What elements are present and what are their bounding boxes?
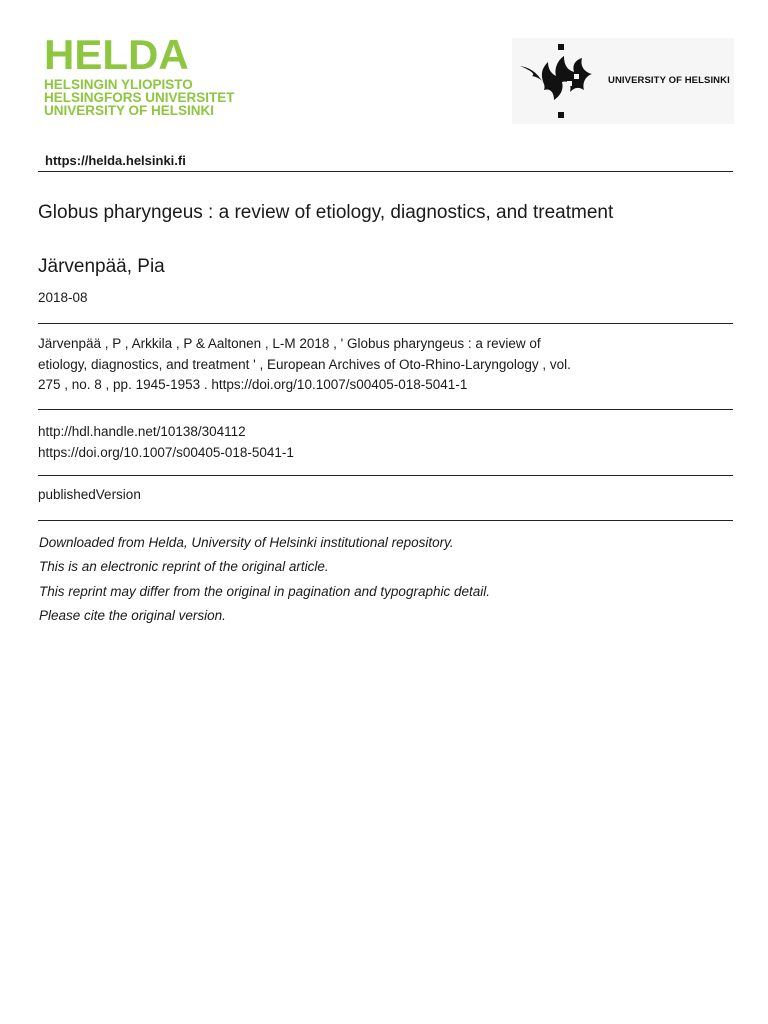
- notice-line: Downloaded from Helda, University of Helsinki institutional repository.: [39, 535, 454, 550]
- university-of-helsinki-logo-text: UNIVERSITY OF HELSINKI: [608, 75, 730, 86]
- divider: [38, 475, 733, 476]
- article-title: Globus pharyngeus : a review of etiology, diagnostics, and treatment: [38, 202, 614, 223]
- notice-line: This is an electronic reprint of the original article.: [39, 559, 329, 575]
- helda-logo: [38, 31, 256, 122]
- helda-logo-line-3: UNIVERSITY OF HELSINKI: [44, 103, 215, 118]
- version-label: publishedVersion: [38, 487, 141, 502]
- notice-line: Please cite the original version.: [39, 608, 226, 624]
- helda-logo-word: HELDA: [44, 31, 189, 78]
- divider: [38, 171, 733, 172]
- citation-line: etiology, diagnostics, and treatment ' , European Archives of Oto-Rhino-Laryngology , vol.: [38, 356, 571, 372]
- repository-notice: [39, 531, 490, 629]
- doi-link[interactable]: https://doi.org/10.1007/s00405-018-5041-1: [38, 445, 294, 460]
- divider: [38, 409, 733, 410]
- handle-link[interactable]: http://hdl.handle.net/10138/304112: [38, 424, 246, 439]
- flame-torch-icon: [518, 44, 604, 120]
- identifiers: [38, 421, 294, 463]
- university-of-helsinki-logo: [512, 38, 734, 124]
- repository-url-link[interactable]: https://helda.helsinki.fi: [45, 153, 186, 168]
- article-author: Järvenpää, Pia: [38, 256, 165, 277]
- citation: [38, 334, 678, 396]
- helda-logo-line-2: HELSINGFORS UNIVERSITET: [44, 90, 235, 105]
- notice-line: This reprint may differ from the original in pagination and typographic detail.: [39, 583, 490, 599]
- publication-date: 2018-08: [38, 290, 88, 305]
- divider: [38, 520, 733, 521]
- helda-logo-line-1: HELSINGIN YLIOPISTO: [44, 77, 193, 92]
- divider: [38, 323, 733, 324]
- citation-line: Järvenpää , P , Arkkila , P & Aaltonen , L-M 2018 , ' Globus pharyngeus : a review of: [38, 336, 541, 351]
- citation-line: 275 , no. 8 , pp. 1945-1953 . https://doi.org/10.1007/s00405-018-5041-1: [38, 377, 468, 392]
